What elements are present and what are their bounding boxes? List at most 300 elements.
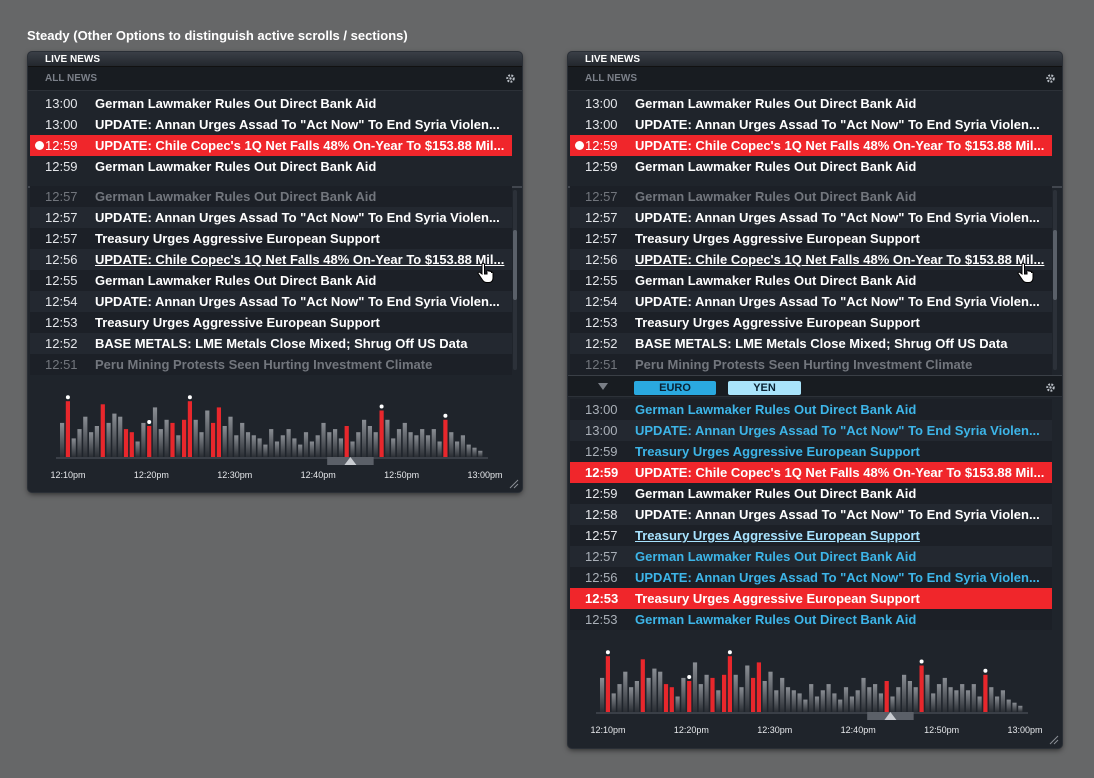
gear-icon[interactable] bbox=[505, 73, 516, 84]
chart-bar bbox=[240, 423, 244, 457]
news-time: 12:57 bbox=[585, 549, 618, 564]
chart-bar bbox=[403, 423, 407, 457]
chart-bar bbox=[879, 693, 883, 712]
news-headline[interactable]: UPDATE: Annan Urges Assad To "Act Now" To End Syria Violen... bbox=[635, 570, 1040, 585]
news-time: 12:54 bbox=[45, 294, 78, 309]
page-heading: Steady (Other Options to distinguish active scrolls / sections) bbox=[27, 28, 408, 43]
chart-bar bbox=[728, 656, 732, 712]
feed-scrollbar[interactable] bbox=[513, 190, 517, 370]
live-news-panel-right[interactable] bbox=[568, 52, 1062, 748]
chart-bar bbox=[478, 451, 482, 457]
news-row[interactable] bbox=[570, 354, 1052, 375]
news-row[interactable] bbox=[570, 228, 1052, 249]
chart-bar bbox=[914, 687, 918, 712]
chart-marker bbox=[728, 650, 732, 654]
chart-bar bbox=[263, 445, 267, 457]
chart-bar bbox=[1007, 700, 1011, 712]
news-time: 12:51 bbox=[45, 357, 78, 372]
news-headline[interactable]: Treasury Urges Aggressive European Support bbox=[635, 231, 920, 246]
chart-bar bbox=[246, 432, 250, 457]
gear-icon[interactable] bbox=[1045, 382, 1056, 393]
news-time: 12:56 bbox=[45, 252, 78, 267]
chart-bar bbox=[861, 678, 865, 712]
news-row[interactable] bbox=[570, 525, 1052, 546]
chart-bar bbox=[896, 687, 900, 712]
news-row[interactable] bbox=[570, 546, 1052, 567]
chart-bar bbox=[908, 681, 912, 712]
news-row[interactable] bbox=[30, 249, 512, 270]
news-row[interactable] bbox=[570, 207, 1052, 228]
chart-bar bbox=[234, 435, 238, 457]
news-headline[interactable]: Treasury Urges Aggressive European Support bbox=[635, 315, 920, 330]
hand-cursor-icon bbox=[1016, 263, 1034, 285]
chart-bar bbox=[298, 445, 302, 457]
news-headline[interactable]: Treasury Urges Aggressive European Support bbox=[95, 231, 380, 246]
chart-bar bbox=[443, 420, 447, 457]
chart-bar bbox=[1001, 690, 1005, 712]
news-row[interactable] bbox=[570, 399, 1052, 420]
chart-bar bbox=[635, 681, 639, 712]
chart-tick-label: 12:10pm bbox=[590, 725, 626, 735]
news-headline[interactable]: Peru Mining Protests Seen Hurting Investment Climate bbox=[635, 357, 973, 372]
chart-bar bbox=[600, 678, 604, 712]
chart-bar bbox=[205, 411, 209, 458]
news-headline[interactable]: Peru Mining Protests Seen Hurting Investment Climate bbox=[95, 357, 433, 372]
news-row[interactable] bbox=[30, 312, 512, 333]
chart-tick-label: 12:50pm bbox=[384, 470, 420, 480]
news-row[interactable] bbox=[30, 270, 512, 291]
chart-tick-label: 12:20pm bbox=[673, 725, 709, 735]
scroll-thumb[interactable] bbox=[513, 230, 517, 300]
news-row[interactable] bbox=[570, 483, 1052, 504]
news-headline[interactable]: Treasury Urges Aggressive European Support bbox=[635, 528, 920, 543]
news-row[interactable] bbox=[570, 93, 1052, 114]
news-headline[interactable]: Treasury Urges Aggressive European Support bbox=[95, 315, 380, 330]
chart-bar bbox=[832, 693, 836, 712]
chart-bar bbox=[112, 414, 116, 457]
chart-bar bbox=[356, 432, 360, 457]
news-headline[interactable]: UPDATE: Annan Urges Assad To "Act Now" To End Syria Violen... bbox=[95, 294, 500, 309]
chart-bar bbox=[925, 675, 929, 712]
chart-tick-label: 12:40pm bbox=[300, 470, 336, 480]
chart-bar bbox=[873, 684, 877, 712]
news-row[interactable] bbox=[570, 609, 1052, 630]
news-time: 13:00 bbox=[45, 117, 78, 132]
chart-tick-label: 13:00pm bbox=[467, 470, 503, 480]
news-row[interactable] bbox=[570, 156, 1052, 177]
chart-bar bbox=[966, 690, 970, 712]
chart-bar bbox=[931, 693, 935, 712]
news-row[interactable] bbox=[570, 249, 1052, 270]
chart-bar bbox=[943, 678, 947, 712]
feed-scrollbar[interactable] bbox=[1053, 190, 1057, 370]
news-row[interactable] bbox=[30, 186, 512, 207]
chart-bar bbox=[194, 420, 198, 457]
chart-bar bbox=[757, 662, 761, 712]
news-headline[interactable]: UPDATE: Chile Copec's 1Q Net Falls 48% On-Year To $153.88 Mil... bbox=[95, 252, 505, 267]
chart-bar bbox=[228, 417, 232, 457]
collapse-arrow-icon[interactable] bbox=[598, 383, 608, 390]
section-title: ALL NEWS bbox=[585, 73, 638, 84]
news-time: 13:00 bbox=[585, 96, 618, 111]
chart-bar bbox=[641, 659, 645, 712]
news-row[interactable] bbox=[30, 114, 512, 135]
chart-bar bbox=[147, 426, 151, 457]
chart-bar bbox=[687, 681, 691, 712]
chart-baseline bbox=[596, 712, 1028, 714]
chart-bar bbox=[374, 432, 378, 457]
news-headline[interactable]: UPDATE: Annan Urges Assad To "Act Now" To End Syria Violen... bbox=[635, 294, 1040, 309]
chart-marker bbox=[188, 395, 192, 399]
chart-tick-label: 12:40pm bbox=[840, 725, 876, 735]
chart-bar bbox=[710, 678, 714, 712]
news-volume-chart[interactable] bbox=[568, 632, 1062, 748]
news-row[interactable] bbox=[570, 462, 1052, 483]
news-time: 12:54 bbox=[585, 294, 618, 309]
chart-bar bbox=[798, 693, 802, 712]
news-row[interactable] bbox=[30, 156, 512, 177]
chart-bar bbox=[391, 438, 395, 457]
chart-bar bbox=[223, 426, 227, 457]
chart-svg bbox=[28, 377, 522, 492]
news-time: 12:51 bbox=[585, 357, 618, 372]
news-time: 12:53 bbox=[585, 591, 619, 606]
news-row[interactable] bbox=[570, 567, 1052, 588]
news-headline[interactable]: German Lawmaker Rules Out Direct Bank Aid bbox=[635, 402, 917, 417]
chart-bar bbox=[745, 666, 749, 713]
chart-bar bbox=[287, 429, 291, 457]
chart-marker bbox=[443, 414, 447, 418]
news-time: 13:00 bbox=[585, 423, 618, 438]
chart-bar bbox=[141, 423, 145, 457]
news-time: 12:55 bbox=[585, 273, 618, 288]
chart-tick-label: 12:10pm bbox=[50, 470, 86, 480]
news-headline[interactable]: UPDATE: Chile Copec's 1Q Net Falls 48% On-Year To $153.88 Mil... bbox=[95, 138, 505, 153]
resize-grip-icon[interactable] bbox=[1049, 735, 1059, 745]
chart-tick-label: 12:30pm bbox=[217, 470, 253, 480]
news-headline[interactable]: German Lawmaker Rules Out Direct Bank Aid bbox=[95, 273, 377, 288]
chart-bar bbox=[385, 420, 389, 457]
news-time: 12:53 bbox=[585, 315, 618, 330]
chart-bar bbox=[821, 690, 825, 712]
news-headline[interactable]: UPDATE: Chile Copec's 1Q Net Falls 48% On-Year To $153.88 Mil... bbox=[635, 252, 1045, 267]
news-volume-chart[interactable] bbox=[28, 377, 522, 492]
chart-bar bbox=[426, 435, 430, 457]
chart-bar bbox=[199, 432, 203, 457]
chart-svg bbox=[568, 632, 1062, 748]
chart-bar bbox=[130, 432, 134, 457]
filter-tag-euro[interactable]: EURO bbox=[634, 381, 716, 395]
chart-bar bbox=[101, 404, 105, 457]
news-row[interactable] bbox=[30, 354, 512, 375]
chart-bar bbox=[83, 417, 87, 457]
chart-bar bbox=[275, 442, 279, 458]
chart-bar bbox=[856, 690, 860, 712]
chart-bar bbox=[321, 423, 325, 457]
chart-bar bbox=[693, 662, 697, 712]
news-time: 12:59 bbox=[45, 159, 78, 174]
filter-tag-yen[interactable]: YEN bbox=[728, 381, 801, 395]
chart-bar bbox=[815, 697, 819, 713]
chart-baseline bbox=[56, 457, 488, 459]
chart-bar bbox=[652, 669, 656, 712]
news-time: 12:59 bbox=[585, 138, 618, 153]
chart-bar bbox=[136, 442, 140, 458]
news-time: 12:59 bbox=[585, 159, 618, 174]
news-time: 13:00 bbox=[585, 117, 618, 132]
chart-bar bbox=[165, 420, 169, 457]
chart-bar bbox=[827, 684, 831, 712]
chart-bar bbox=[617, 684, 621, 712]
chart-marker bbox=[66, 395, 70, 399]
chart-bar bbox=[380, 411, 384, 458]
chart-bar bbox=[844, 687, 848, 712]
chart-bar bbox=[217, 407, 221, 457]
chart-bar bbox=[937, 684, 941, 712]
news-headline[interactable]: German Lawmaker Rules Out Direct Bank Aid bbox=[635, 159, 917, 174]
news-headline[interactable]: UPDATE: Annan Urges Assad To "Act Now" To End Syria Violen... bbox=[635, 117, 1040, 132]
chart-marker bbox=[147, 420, 151, 424]
panel-title[interactable]: LIVE NEWS bbox=[568, 52, 1062, 67]
news-row[interactable] bbox=[570, 333, 1052, 354]
chart-bar bbox=[350, 442, 354, 458]
news-headline[interactable]: UPDATE: Annan Urges Assad To "Act Now" To End Syria Violen... bbox=[95, 117, 500, 132]
news-time: 12:57 bbox=[45, 231, 78, 246]
chart-bar bbox=[809, 684, 813, 712]
chart-bar bbox=[397, 429, 401, 457]
news-time: 12:57 bbox=[585, 528, 618, 543]
news-headline[interactable]: UPDATE: Annan Urges Assad To "Act Now" To End Syria Violen... bbox=[635, 507, 1040, 522]
chart-bar bbox=[670, 687, 674, 712]
chart-bar bbox=[176, 435, 180, 457]
chart-marker bbox=[380, 405, 384, 409]
chart-bar bbox=[1012, 703, 1016, 712]
news-headline[interactable]: German Lawmaker Rules Out Direct Bank Aid bbox=[95, 96, 377, 111]
section-header bbox=[568, 67, 1062, 91]
chart-bar bbox=[647, 678, 651, 712]
chart-bar bbox=[920, 666, 924, 713]
news-headline[interactable]: Treasury Urges Aggressive European Support bbox=[635, 591, 920, 606]
news-time: 12:55 bbox=[45, 273, 78, 288]
news-time: 13:00 bbox=[585, 402, 618, 417]
news-headline[interactable]: German Lawmaker Rules Out Direct Bank Aid bbox=[635, 549, 917, 564]
chart-bar bbox=[699, 684, 703, 712]
chart-marker bbox=[606, 650, 610, 654]
chart-tick-label: 12:20pm bbox=[133, 470, 169, 480]
chart-marker bbox=[983, 669, 987, 673]
chart-bar bbox=[606, 656, 610, 712]
chart-bar bbox=[153, 407, 157, 457]
chart-bar bbox=[269, 429, 273, 457]
chart-bar bbox=[414, 435, 418, 457]
news-row[interactable] bbox=[570, 504, 1052, 525]
news-headline[interactable]: UPDATE: Annan Urges Assad To "Act Now" To End Syria Violen... bbox=[635, 210, 1040, 225]
chart-bar bbox=[310, 442, 314, 458]
chart-bar bbox=[972, 684, 976, 712]
news-time: 12:57 bbox=[585, 210, 618, 225]
chart-bar bbox=[467, 445, 471, 457]
chart-bar bbox=[438, 442, 442, 458]
chart-bar bbox=[170, 423, 174, 457]
section-header bbox=[28, 67, 522, 91]
news-headline[interactable]: UPDATE: Annan Urges Assad To "Act Now" To End Syria Violen... bbox=[635, 423, 1040, 438]
news-row[interactable] bbox=[30, 228, 512, 249]
panel-title[interactable]: LIVE NEWS bbox=[28, 52, 522, 67]
chart-bar bbox=[949, 687, 953, 712]
chart-bar bbox=[449, 432, 453, 457]
news-time: 12:57 bbox=[585, 231, 618, 246]
resize-grip-icon[interactable] bbox=[509, 479, 519, 489]
chart-marker bbox=[687, 675, 691, 679]
news-row[interactable] bbox=[570, 312, 1052, 333]
chart-tick-label: 12:50pm bbox=[924, 725, 960, 735]
chart-bar bbox=[681, 678, 685, 712]
news-row[interactable] bbox=[570, 114, 1052, 135]
chart-bar bbox=[292, 438, 296, 457]
chart-bar bbox=[60, 423, 64, 457]
news-time: 12:59 bbox=[45, 138, 78, 153]
chart-bar bbox=[304, 432, 308, 457]
news-headline[interactable]: German Lawmaker Rules Out Direct Bank Aid bbox=[635, 612, 917, 627]
chart-marker bbox=[920, 660, 924, 664]
chart-bar bbox=[954, 690, 958, 712]
chart-bar bbox=[281, 435, 285, 457]
news-time: 12:59 bbox=[585, 444, 618, 459]
chart-bar bbox=[722, 675, 726, 712]
chart-bar bbox=[316, 435, 320, 457]
chart-bar bbox=[409, 432, 413, 457]
news-headline[interactable]: German Lawmaker Rules Out Direct Bank Aid bbox=[635, 273, 917, 288]
chart-bar bbox=[867, 687, 871, 712]
news-headline[interactable]: UPDATE: Chile Copec's 1Q Net Falls 48% On-Year To $153.88 Mil... bbox=[635, 138, 1045, 153]
news-time: 12:53 bbox=[585, 612, 618, 627]
news-headline[interactable]: German Lawmaker Rules Out Direct Bank Aid bbox=[95, 189, 377, 204]
news-time: 13:00 bbox=[45, 96, 78, 111]
chart-bar bbox=[66, 401, 70, 457]
gear-icon[interactable] bbox=[1045, 73, 1056, 84]
chart-bar bbox=[188, 401, 192, 457]
chart-bar bbox=[362, 420, 366, 457]
chart-tick-label: 12:30pm bbox=[757, 725, 793, 735]
chart-bar bbox=[774, 690, 778, 712]
chart-bar bbox=[629, 687, 633, 712]
news-row[interactable] bbox=[570, 588, 1052, 609]
news-row[interactable] bbox=[30, 135, 512, 156]
chart-bar bbox=[252, 435, 256, 457]
news-time: 12:57 bbox=[45, 189, 78, 204]
news-time: 12:56 bbox=[585, 570, 618, 585]
chart-bar bbox=[780, 678, 784, 712]
news-time: 12:59 bbox=[585, 486, 618, 501]
chart-bar bbox=[258, 438, 262, 457]
chart-bar bbox=[89, 432, 93, 457]
chart-bar bbox=[850, 697, 854, 713]
chart-bar bbox=[345, 426, 349, 457]
news-headline[interactable]: Treasury Urges Aggressive European Support bbox=[635, 444, 920, 459]
chart-bar bbox=[368, 426, 372, 457]
section-title: ALL NEWS bbox=[45, 73, 98, 84]
chart-bar bbox=[716, 690, 720, 712]
filter-bar bbox=[568, 375, 1062, 397]
chart-bar bbox=[95, 426, 99, 457]
news-time: 12:52 bbox=[585, 336, 618, 351]
news-row[interactable] bbox=[30, 207, 512, 228]
chart-bar bbox=[664, 684, 668, 712]
news-headline[interactable]: German Lawmaker Rules Out Direct Bank Aid bbox=[635, 189, 917, 204]
chart-bar bbox=[960, 684, 964, 712]
chart-bar bbox=[902, 675, 906, 712]
chart-bar bbox=[327, 432, 331, 457]
news-row[interactable] bbox=[570, 291, 1052, 312]
chart-bar bbox=[461, 435, 465, 457]
chart-bar bbox=[734, 675, 738, 712]
chart-bar bbox=[455, 442, 459, 458]
news-headline[interactable]: UPDATE: Chile Copec's 1Q Net Falls 48% On-Year To $153.88 Mil... bbox=[635, 465, 1045, 480]
scroll-thumb[interactable] bbox=[1053, 230, 1057, 300]
chart-bar bbox=[763, 681, 767, 712]
chart-bar bbox=[159, 429, 163, 457]
chart-bar bbox=[885, 681, 889, 712]
chart-bar bbox=[995, 697, 999, 713]
news-headline[interactable]: UPDATE: Annan Urges Assad To "Act Now" To End Syria Violen... bbox=[95, 210, 500, 225]
chart-bar bbox=[432, 429, 436, 457]
news-row[interactable] bbox=[570, 441, 1052, 462]
chart-bar bbox=[890, 697, 894, 713]
news-row[interactable] bbox=[570, 135, 1052, 156]
live-news-panel-left[interactable] bbox=[28, 52, 522, 492]
chart-bar bbox=[77, 429, 81, 457]
chart-bar bbox=[612, 693, 616, 712]
news-headline[interactable]: German Lawmaker Rules Out Direct Bank Aid bbox=[635, 96, 917, 111]
chart-bar bbox=[792, 690, 796, 712]
chart-bar bbox=[989, 687, 993, 712]
chart-bar bbox=[333, 429, 337, 457]
news-time: 12:56 bbox=[585, 252, 618, 267]
chart-bar bbox=[182, 420, 186, 457]
chart-bar bbox=[124, 429, 128, 457]
news-row[interactable] bbox=[30, 93, 512, 114]
chart-bar bbox=[107, 423, 111, 457]
news-headline[interactable]: BASE METALS: LME Metals Close Mixed; Shrug Off US Data bbox=[95, 336, 468, 351]
unread-dot-icon bbox=[35, 141, 44, 150]
news-row[interactable] bbox=[30, 291, 512, 312]
chart-bar bbox=[339, 438, 343, 457]
chart-bar bbox=[211, 423, 215, 457]
news-row[interactable] bbox=[570, 420, 1052, 441]
news-headline[interactable]: BASE METALS: LME Metals Close Mixed; Shrug Off US Data bbox=[635, 336, 1008, 351]
news-row[interactable] bbox=[570, 270, 1052, 291]
news-time: 12:53 bbox=[45, 315, 78, 330]
news-row[interactable] bbox=[30, 333, 512, 354]
news-row[interactable] bbox=[570, 186, 1052, 207]
chart-bar bbox=[786, 687, 790, 712]
chart-bar bbox=[803, 700, 807, 712]
chart-bar bbox=[739, 687, 743, 712]
unread-dot-icon bbox=[575, 141, 584, 150]
chart-bar bbox=[751, 678, 755, 712]
chart-bar bbox=[72, 438, 76, 457]
news-headline[interactable]: German Lawmaker Rules Out Direct Bank Aid bbox=[635, 486, 917, 501]
news-time: 12:57 bbox=[585, 189, 618, 204]
hand-cursor-icon bbox=[476, 263, 494, 285]
chart-bar bbox=[838, 700, 842, 712]
chart-bar bbox=[420, 429, 424, 457]
chart-bar bbox=[1018, 706, 1022, 712]
news-headline[interactable]: German Lawmaker Rules Out Direct Bank Aid bbox=[95, 159, 377, 174]
news-time: 12:52 bbox=[45, 336, 78, 351]
chart-bar bbox=[118, 417, 122, 457]
chart-bar bbox=[472, 448, 476, 457]
